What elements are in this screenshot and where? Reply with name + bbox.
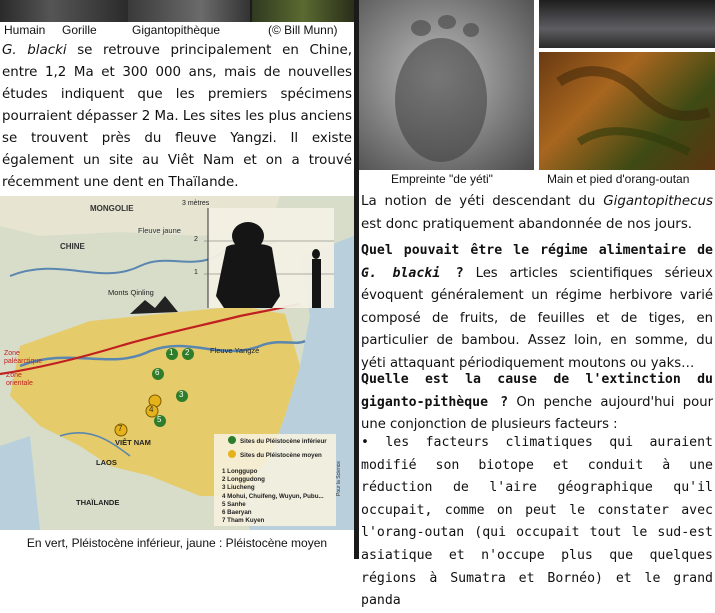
site-item: 4 Mohui, Chuifeng, Wuyun, Pubu... — [222, 492, 324, 500]
map-legend — [240, 435, 334, 463]
site-marker-7: 7 — [118, 424, 123, 433]
site-item: 3 Liucheng — [222, 484, 255, 492]
yeti-paragraph — [361, 191, 713, 236]
map-label-zone-palearctique: Zone paléarctique — [4, 350, 43, 365]
site-item: 1 Longgupo — [222, 468, 258, 475]
map-label-thailande: THAÏLANDE — [76, 498, 120, 507]
map-scale-1: 1 — [194, 269, 198, 276]
species-name: G. blacki — [2, 43, 67, 58]
extinction-answer: On penche aujourd'hui pour une conjonction de plusieurs facteurs : — [361, 394, 713, 433]
yeti-text-before: La notion de yéti descendant du — [361, 194, 604, 209]
map-label-chine: CHINE — [60, 242, 85, 251]
map-scale-2: 2 — [194, 236, 198, 243]
map-label-monts-qinling: Monts Qinling — [108, 288, 154, 297]
caption-gigantopitheque: Gigantopithèque — [132, 23, 221, 37]
intro-paragraph — [2, 40, 352, 194]
climate-bullet: • les facteurs climatiques qui auraient modifié son biotope et conduit à une réduction de l'aire géographique qu'il occupait, comme on peut le constater avec l'orang-outan (qui occupait tout le sud-est asiatique et n'occupe plus que quelques régions à Sumatra et Bornéo) et le grand panda — [361, 435, 713, 609]
site-item: 2 Longgudong — [222, 476, 265, 484]
map-label-fleuve-yangze: Fleuve Yangzé — [210, 346, 260, 355]
extinction-paragraph — [361, 369, 713, 437]
yeti-footprint-photo — [359, 0, 534, 170]
hominid-comparison-photos — [0, 0, 354, 22]
site-item: 6 Baeryan — [222, 509, 252, 517]
extinction-question: Quelle est la cause de l'extinction du giganto-pithèque ? — [361, 372, 713, 410]
caption-orangutan: Main et pied d'orang-outan — [547, 172, 690, 186]
site-list — [222, 468, 334, 525]
distribution-map — [0, 196, 354, 530]
gorilla-foot-photo — [539, 0, 715, 48]
caption-footprint: Empreinte "de yéti" — [391, 172, 493, 186]
diet-question-mark: ? — [440, 265, 464, 281]
right-column — [359, 0, 715, 609]
diet-answer: Les articles scientifiques sérieux évoquent généralement un régime herbivore varié composé de fruits, de feuilles et de tiges, en particulier de bambou. Assez loin, en somme, du yéti attaquant périodiquement moutons ou yaks… — [361, 265, 713, 371]
map-label-fleuve-jaune: Fleuve jaune — [138, 226, 181, 235]
left-column — [0, 0, 354, 559]
site-marker-3: 3 — [179, 390, 184, 399]
map-scale-label: 3 mètres — [182, 200, 210, 207]
map-caption: En vert, Pléistocène inférieur, jaune : Pléistocène moyen — [26, 536, 328, 550]
gigantopithecus-photo — [128, 0, 250, 22]
caption-humain: Humain — [4, 23, 46, 37]
map-credit: Pour la Science — [336, 460, 342, 496]
forest-photo — [252, 0, 354, 22]
site-marker-5: 5 — [157, 415, 162, 424]
intro-text: se retrouve principalement en Chine, entre 1,2 Ma et 300 000 ans, mais de nouvelles études indiquent que les premiers spécimens pourraient dépasser 2 Ma. Les sites les plus anciens se trouvent près du fleuve Yangzi. Il existe également un site au Viêt Nam et on a trouvé récemment une dent en Thaïlande. — [2, 43, 352, 190]
legend-inferieur: Sites du Pléistocène inférieur — [240, 438, 327, 445]
map-label-laos: LAOS — [96, 458, 117, 467]
orangutan-hand-foot-photo — [539, 52, 715, 170]
caption-gorille: Gorille — [62, 23, 97, 37]
site-item: 7 Tham Kuyen — [222, 517, 265, 525]
site-marker-4: 4 — [149, 405, 154, 414]
site-marker-2: 2 — [185, 348, 190, 357]
diet-paragraph — [361, 240, 713, 376]
diet-question-species: G. blacki — [361, 265, 441, 281]
photo-credit: (© Bill Munn) — [268, 23, 338, 37]
footprint-shape — [359, 0, 534, 170]
yeti-text-after: est donc pratiquement abandonnée de nos jours. — [361, 216, 693, 232]
site-marker-1: 1 — [169, 348, 174, 357]
map-label-zone-orientale: Zone orientale — [6, 372, 33, 387]
orangutan-shape — [539, 52, 715, 170]
map-label-viet-nam: VIÊT NAM — [115, 438, 151, 447]
site-item: 5 Sanhe — [222, 500, 246, 508]
human-gorilla-photo — [0, 0, 128, 22]
legend-moyen: Sites du Pléistocène moyen — [240, 452, 322, 459]
photo-captions — [0, 22, 354, 38]
map-label-mongolie: MONGOLIE — [90, 204, 134, 213]
site-marker-6: 6 — [155, 368, 160, 377]
genus-name: Gigantopithecus — [603, 194, 713, 209]
diet-question: Quel pouvait être le régime alimentaire de — [361, 243, 713, 258]
